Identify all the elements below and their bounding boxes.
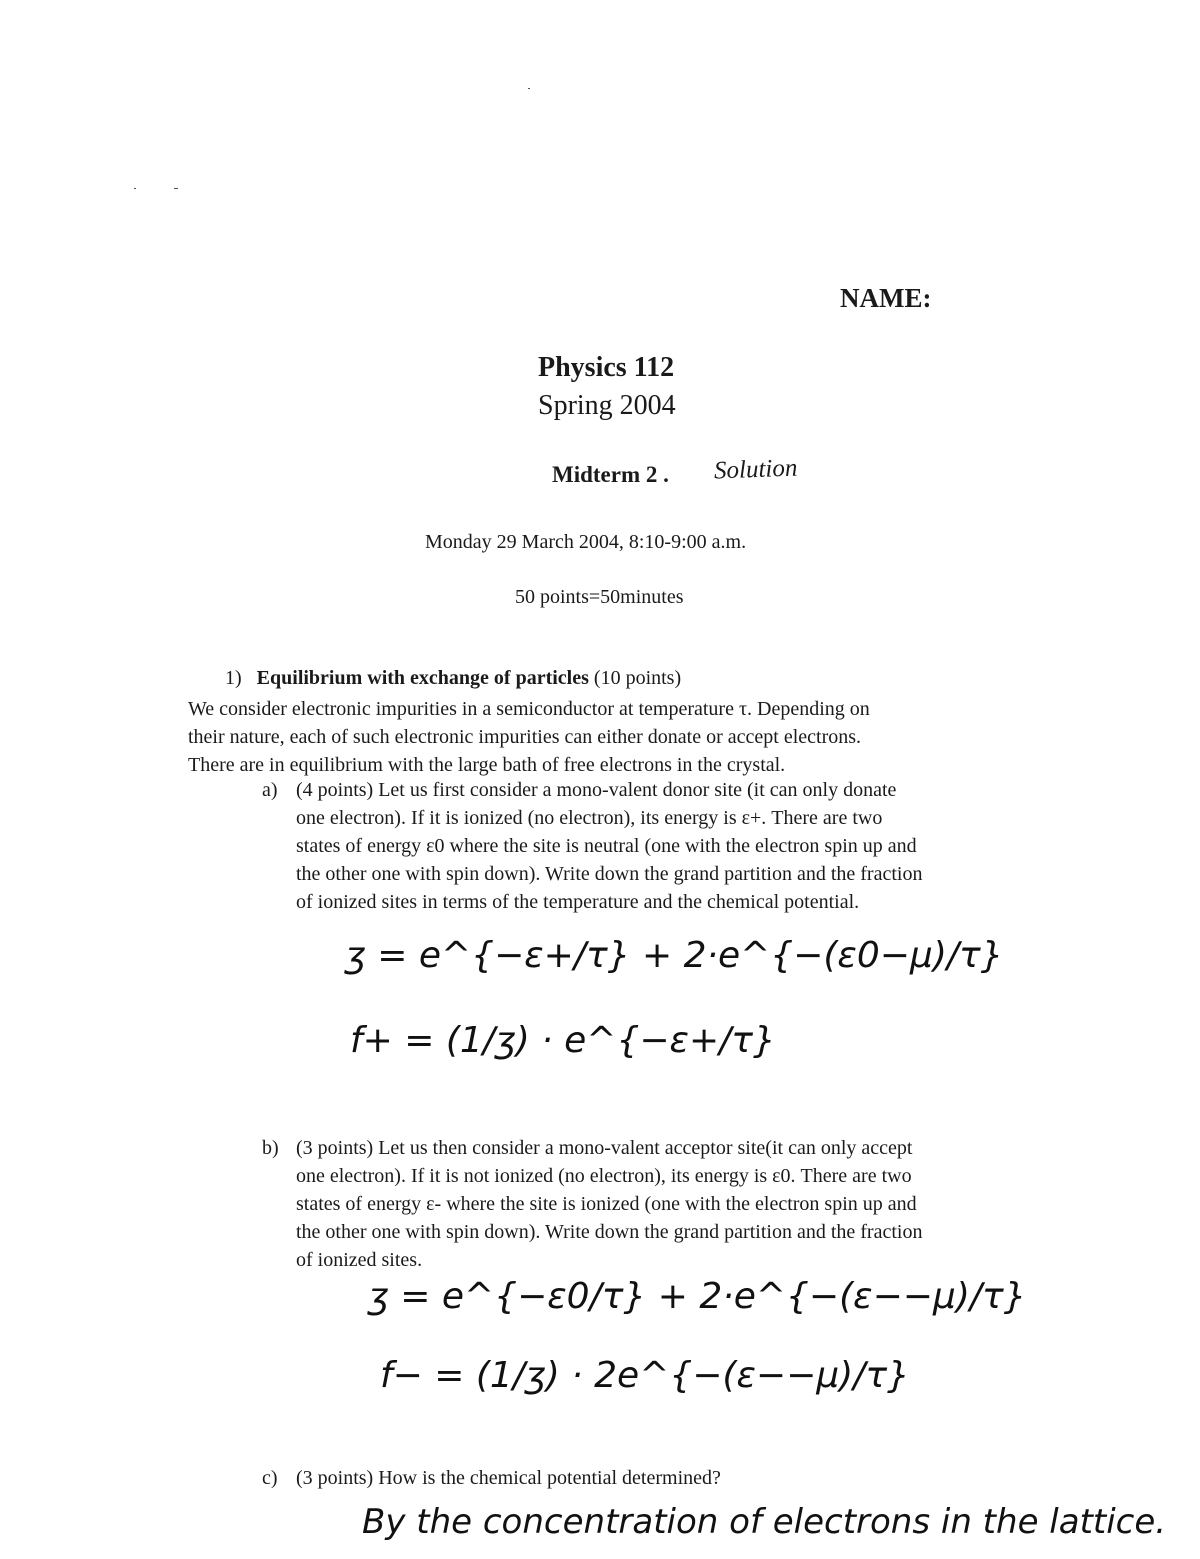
course-title: Physics 112 <box>538 352 675 383</box>
intro-line: There are in equilibrium with the large bath of free electrons in the crystal. <box>188 754 786 776</box>
part-c-label: c) <box>262 1467 278 1489</box>
part-a-line: (4 points) Let us first consider a mono-valent donor site (it can only donate <box>296 779 897 801</box>
part-a-partition-answer: ʒ = e^{−ε+/τ} + 2·e^{−(ε0−μ)/τ} <box>345 935 1004 976</box>
part-a-label: a) <box>262 779 278 801</box>
part-a <box>262 776 1062 921</box>
part-b <box>262 1134 1062 1279</box>
exam-title: Midterm 2 . <box>552 462 669 487</box>
intro-line: We consider electronic impurities in a semiconductor at temperature τ. Depending on <box>188 698 870 720</box>
part-b-line: states of energy ε- where the site is ionized (one with the electron spin up and <box>296 1193 917 1215</box>
course-term: Spring 2004 <box>538 390 676 421</box>
part-b-line: one electron). If it is not ionized (no electron), its energy is ε0. There are two <box>296 1165 912 1187</box>
intro-line: their nature, each of such electronic impurities can either donate or accept electrons. <box>188 726 862 748</box>
solution-handwritten-note: Solution <box>713 454 798 485</box>
question-1-intro <box>188 695 1048 779</box>
question-1-title <box>225 667 681 690</box>
scan-speck <box>528 88 530 89</box>
question-number: 1) <box>225 667 242 689</box>
part-b-line: (3 points) Let us then consider a mono-valent acceptor site(it can only accept <box>296 1137 913 1159</box>
part-b-line: the other one with spin down). Write down the grand partition and the fraction <box>296 1221 923 1243</box>
part-a-line: of ionized sites in terms of the temperature and the chemical potential. <box>296 891 860 913</box>
exam-points: 50 points=50minutes <box>515 586 684 608</box>
part-a-line: one electron). If it is ionized (no electron), its energy is ε+. There are two <box>296 807 883 829</box>
scan-speck <box>134 188 136 189</box>
name-label: NAME: <box>840 283 932 313</box>
part-b-fraction-answer: f− = (1/ʒ) · 2e^{−(ε−−μ)/τ} <box>380 1355 910 1396</box>
question-points: (10 points) <box>593 667 682 689</box>
question-heading: Equilibrium with exchange of particles <box>256 667 589 689</box>
exam-date: Monday 29 March 2004, 8:10-9:00 a.m. <box>425 531 747 553</box>
part-c <box>262 1464 1062 1494</box>
part-a-fraction-answer: f+ = (1/ʒ) · e^{−ε+/τ} <box>350 1020 776 1061</box>
part-b-partition-answer: ʒ = e^{−ε0/τ} + 2·e^{−(ε−−μ)/τ} <box>368 1276 1027 1317</box>
part-a-line: states of energy ε0 where the site is neutral (one with the electron spin up and <box>296 835 917 857</box>
part-c-answer: By the concentration of electrons in the lattice. <box>362 1502 1167 1542</box>
scan-speck <box>174 188 178 189</box>
part-a-line: the other one with spin down). Write down the grand partition and the fraction <box>296 863 923 885</box>
part-b-label: b) <box>262 1137 279 1159</box>
part-c-line: (3 points) How is the chemical potential determined? <box>296 1467 721 1489</box>
part-b-line: of ionized sites. <box>296 1249 423 1271</box>
